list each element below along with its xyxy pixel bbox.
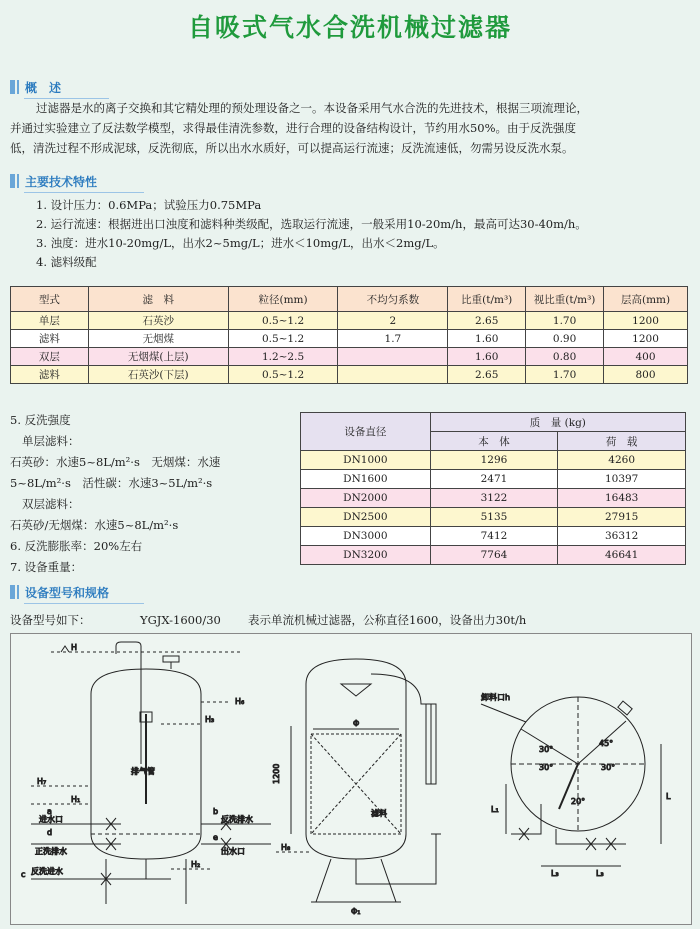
table-cell: DN1600 bbox=[301, 470, 431, 489]
table-cell: DN3000 bbox=[301, 527, 431, 546]
label-dim-1200: 1200 bbox=[272, 763, 281, 784]
weight-heading: 7. 设备重量： bbox=[10, 560, 83, 574]
label-rinse-drain: 正洗排水 bbox=[35, 847, 67, 856]
table-cell: 2 bbox=[338, 312, 448, 330]
table-cell bbox=[338, 348, 448, 366]
label-angle: 45° bbox=[599, 739, 614, 748]
section-marker bbox=[17, 585, 19, 599]
support-leg bbox=[316, 859, 331, 902]
label-backwash-inlet: 反洗进水 bbox=[31, 867, 63, 876]
table-row bbox=[11, 330, 688, 348]
section-header-models bbox=[10, 583, 119, 601]
table-cell: 0.80 bbox=[526, 348, 604, 366]
table-cell: 0.90 bbox=[526, 330, 604, 348]
table-header: 不均匀系数 bbox=[338, 287, 448, 312]
table-cell: 石英沙(下层) bbox=[88, 366, 228, 384]
label-h3: H₃ bbox=[205, 715, 215, 724]
table-row bbox=[11, 312, 688, 330]
label-filter-media: 滤料 bbox=[371, 809, 387, 818]
overview-line-1: 过滤器是水的离子交换和其它精处理的预处理设备之一。本设备采用气水合洗的先进技术，根据三项流理论， bbox=[36, 101, 588, 115]
table-cell: 0.5~1.2 bbox=[228, 312, 338, 330]
overview-line-3: 低，清洗过程不形成泥球，反洗彻底，所以出水水质好，可以提高运行流速；反洗流速低，勿需另设反洗水泵。 bbox=[10, 141, 574, 155]
section-header-overview bbox=[10, 78, 71, 96]
weight-table bbox=[300, 412, 686, 565]
backwash-line: 双层滤料： bbox=[22, 497, 80, 511]
table-cell: 滤料 bbox=[11, 366, 89, 384]
label-h2: H₂ bbox=[191, 860, 201, 869]
table-row bbox=[11, 348, 688, 366]
table-cell: 46641 bbox=[558, 546, 686, 565]
label-angle: 30° bbox=[601, 763, 616, 772]
label-a: a bbox=[47, 807, 52, 816]
table-cell: 0.5~1.2 bbox=[228, 330, 338, 348]
table-cell: 2471 bbox=[430, 470, 558, 489]
section-marker bbox=[10, 585, 15, 599]
table-cell: 1.60 bbox=[448, 348, 526, 366]
equipment-drawing bbox=[10, 633, 692, 925]
table-cell: 400 bbox=[604, 348, 688, 366]
vent-pipe bbox=[116, 642, 141, 764]
table-cell: 4260 bbox=[558, 451, 686, 470]
label-h8: H₈ bbox=[281, 843, 291, 852]
table-row bbox=[11, 366, 688, 384]
table-cell: 单层 bbox=[11, 312, 89, 330]
section-header-specs bbox=[10, 172, 107, 190]
table-cell: 16483 bbox=[558, 489, 686, 508]
vessel-section bbox=[306, 659, 406, 859]
table-cell: 无烟煤(上层) bbox=[88, 348, 228, 366]
label-angle: 30° bbox=[539, 745, 554, 754]
table-cell: 2.65 bbox=[448, 312, 526, 330]
expansion-rate: 6. 反洗膨胀率：20%左右 bbox=[10, 539, 143, 553]
leader-line bbox=[481, 704, 526, 722]
label-l3: L₃ bbox=[596, 869, 604, 878]
drawing-canvas bbox=[11, 634, 691, 924]
table-header: 型式 bbox=[11, 287, 89, 312]
filter-media-table bbox=[10, 286, 688, 384]
label-outlet: 出水口 bbox=[221, 847, 245, 856]
label-vent: 排气管 bbox=[131, 767, 155, 776]
label-inlet: 进水口 bbox=[39, 815, 63, 824]
table-header: 层高(mm) bbox=[604, 287, 688, 312]
page-title: 自吸式气水合洗机械过滤器 bbox=[187, 13, 512, 42]
label-e: e bbox=[213, 833, 218, 842]
backwash-line: 5~8L/m²·s 活性碳：水速3~5L/m²·s bbox=[10, 476, 213, 490]
spec-item-2: 2. 运行流速：根据进出口浊度和滤料种类级配，选取运行流速，一般采用10-20m/h，最高可达30-40m/h。 bbox=[36, 217, 587, 231]
table-cell: 1.70 bbox=[526, 366, 604, 384]
table-cell: 1.7 bbox=[338, 330, 448, 348]
table-row bbox=[301, 451, 686, 470]
table-header: 滤 料 bbox=[88, 287, 228, 312]
pipe-connection bbox=[511, 804, 541, 840]
table-cell: 7764 bbox=[430, 546, 558, 565]
table-cell: 36312 bbox=[558, 527, 686, 546]
table-cell: DN2500 bbox=[301, 508, 431, 527]
table-header: 质 量 (kg) bbox=[430, 413, 685, 432]
table-cell: 0.5~1.2 bbox=[228, 366, 338, 384]
top-view bbox=[481, 697, 661, 866]
label-l: L bbox=[666, 792, 671, 801]
section-title: 主要技术特性 bbox=[25, 174, 98, 189]
table-cell: 1.70 bbox=[526, 312, 604, 330]
section-marker bbox=[17, 80, 19, 94]
divider bbox=[24, 192, 144, 193]
label-phi: Φ bbox=[353, 719, 360, 728]
table-cell bbox=[338, 366, 448, 384]
table-row bbox=[301, 470, 686, 489]
section-marker bbox=[10, 174, 15, 188]
backwash-line: 石英砂：水速5~8L/m²·s 无烟煤：水速 bbox=[10, 455, 221, 469]
table-row bbox=[301, 546, 686, 565]
table-cell: 27915 bbox=[558, 508, 686, 527]
table-header: 设备直径 bbox=[301, 413, 431, 451]
label-c: c bbox=[21, 870, 26, 879]
nozzle-flange bbox=[163, 656, 179, 662]
divider bbox=[24, 603, 144, 604]
table-row bbox=[301, 508, 686, 527]
label-backwash-drain: 反洗排水 bbox=[221, 815, 253, 824]
support-leg bbox=[381, 859, 396, 902]
table-cell: DN2000 bbox=[301, 489, 431, 508]
section-title: 概 述 bbox=[25, 80, 62, 95]
label-discharge-port: 卸料口h bbox=[481, 693, 511, 702]
backwash-line: 单层滤料： bbox=[22, 434, 80, 448]
table-cell: 800 bbox=[604, 366, 688, 384]
backwash-heading: 5. 反洗强度 bbox=[10, 413, 71, 427]
table-row bbox=[301, 527, 686, 546]
overview-line-2: 并通过实验建立了反法数学模型，求得最佳清洗参数，进行合理的设备结构设计，节约用水50%。由于反洗强度 bbox=[10, 121, 577, 135]
table-cell: 1.2~2.5 bbox=[228, 348, 338, 366]
label-phi1: Φ₁ bbox=[351, 907, 361, 916]
table-row bbox=[301, 489, 686, 508]
label-h1: H₁ bbox=[71, 795, 81, 804]
table-cell: 石英沙 bbox=[88, 312, 228, 330]
backwash-line: 石英砂/无烟煤：水速5~8L/m²·s bbox=[10, 518, 179, 532]
spec-item-1: 1. 设计压力：0.6MPa；试验压力0.75MPa bbox=[36, 198, 262, 212]
funnel bbox=[341, 684, 371, 696]
table-cell: 7412 bbox=[430, 527, 558, 546]
label-angle: 20° bbox=[571, 797, 586, 806]
pipe-connection bbox=[556, 829, 626, 850]
label-h: H bbox=[71, 643, 78, 652]
label-l1: L₁ bbox=[491, 805, 499, 814]
table-cell: 3122 bbox=[430, 489, 558, 508]
spec-item-4: 4. 滤料级配 bbox=[36, 255, 97, 269]
table-cell: 滤料 bbox=[11, 330, 89, 348]
model-description: 表示单流机械过滤器，公称直径1600，设备出力30t/h bbox=[248, 613, 527, 627]
table-cell: DN1000 bbox=[301, 451, 431, 470]
table-header: 本 体 bbox=[430, 432, 558, 451]
spec-item-3: 3. 浊度：进水10-20mg/L，出水2~5mg/L；进水＜10mg/L，出水＜2mg/L。 bbox=[36, 236, 445, 250]
table-header: 荷 载 bbox=[558, 432, 686, 451]
model-label: 设备型号如下： bbox=[10, 613, 91, 627]
table-cell: 1200 bbox=[604, 312, 688, 330]
label-h6: H₆ bbox=[235, 697, 245, 706]
model-code: YGJX-1600/30 bbox=[140, 613, 221, 627]
label-angle: 30° bbox=[539, 763, 554, 772]
table-header-row bbox=[11, 287, 688, 312]
table-cell: 1.60 bbox=[448, 330, 526, 348]
section-view bbox=[276, 659, 441, 902]
table-header: 比重(t/m³) bbox=[448, 287, 526, 312]
table-cell: 双层 bbox=[11, 348, 89, 366]
level-marker bbox=[61, 646, 69, 652]
label-l3: L₃ bbox=[551, 869, 559, 878]
section-title: 设备型号和规格 bbox=[25, 585, 110, 600]
table-cell: 1200 bbox=[604, 330, 688, 348]
label-b: b bbox=[213, 807, 219, 816]
label-h7: H₇ bbox=[37, 777, 47, 786]
table-header-row bbox=[301, 413, 686, 432]
label-d: d bbox=[47, 828, 53, 837]
table-cell: 1296 bbox=[430, 451, 558, 470]
section-marker bbox=[17, 174, 19, 188]
table-header: 视比重(t/m³) bbox=[526, 287, 604, 312]
table-cell: 5135 bbox=[430, 508, 558, 527]
table-cell: 2.65 bbox=[448, 366, 526, 384]
table-cell: DN3200 bbox=[301, 546, 431, 565]
table-cell: 10397 bbox=[558, 470, 686, 489]
section-marker bbox=[10, 80, 15, 94]
table-cell: 无烟煤 bbox=[88, 330, 228, 348]
table-header: 粒径(mm) bbox=[228, 287, 338, 312]
nozzle bbox=[618, 701, 632, 715]
